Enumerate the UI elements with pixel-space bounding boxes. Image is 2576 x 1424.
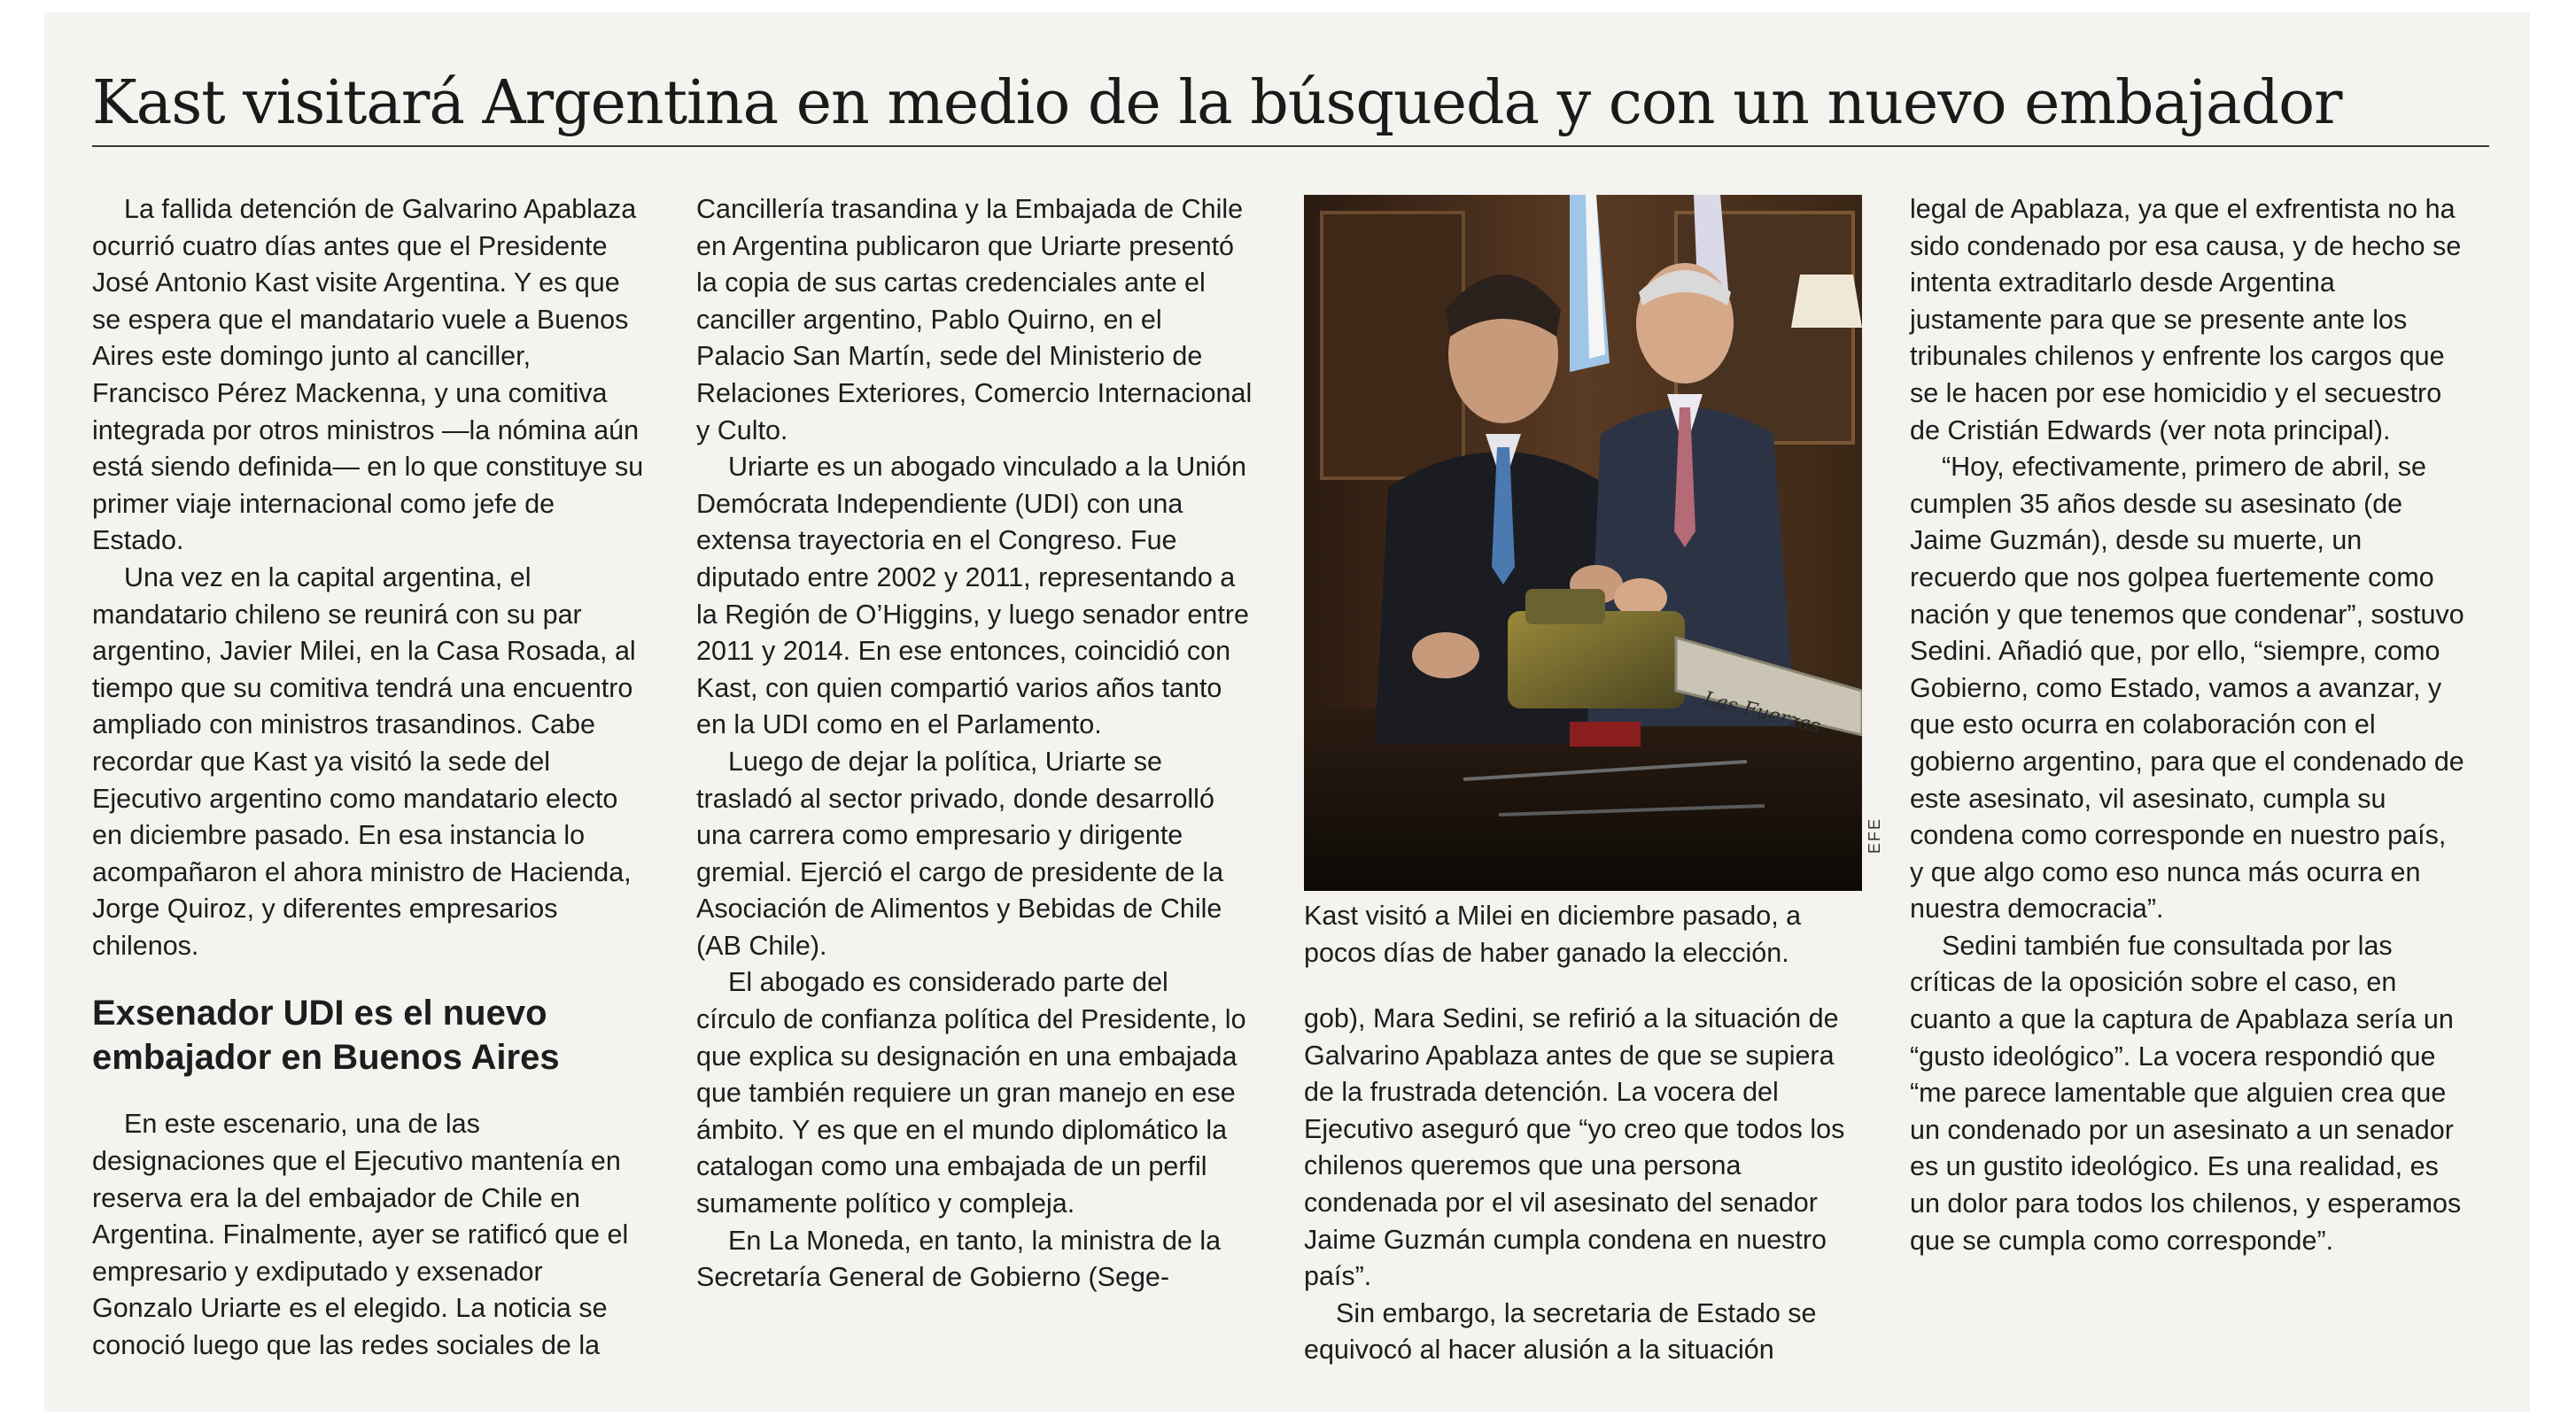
photo-caption: Kast visitó a Milei en diciembre pasado, a pocos días de haber ganado la elección.	[1304, 901, 1802, 968]
news-photo	[1304, 195, 1862, 891]
paragraph: Luego de dejar la política, Uriarte se trasladó al sector privado, donde desarrolló una carrera como empresario y dirigente gremial. Ejerció el cargo de presidente de la Asociación de Alimentos y Bebidas de Chile (AB Chile).	[696, 746, 1224, 961]
paragraph: “Hoy, efectivamente, primero de abril, se cumplen 35 años desde su asesinato (de Jaime Guzmán), desde su muerte, un recuerdo que nos golpea fuertemente como nación y que tenemos que condenar”, sostuvo Sedini. Añadió que, por ello, “siempre, como Gobierno, como Estado, vamos a avanzar, y que esto ocurra en colaboración con el gobierno argentino, para que el condenado de este asesinato, vil asesinato, cumpla su condena como corresponde en nuestro país, y que algo como eso nunca más ocurra en nuestra democracia”.	[1910, 452, 2464, 925]
paragraph: gob), Mara Sedini, se refirió a la situación de Galvarino Apablaza antes de que se supiera de la frustrada detención. La vocera del Ejecutivo aseguró que “yo creo que todos los chilenos queremos que una persona condenada por el vil asesinato del senador Jaime Guzmán cumpla condena en nuestro país”.	[1304, 1003, 1845, 1292]
photo-credit: EFE	[1866, 816, 1883, 854]
paragraph: En La Moneda, en tanto, la ministra de la Secretaría General de Gobierno (Sege-	[696, 1225, 1222, 1293]
paragraph: Sedini también fue consultada por las críticas de la oposición sobre el caso, en cuanto a que la captura de Apablaza sería un “gusto ideológico”. La vocera respondió que “me parece lamentable que alguien crea que un condenado por un asesinato a un senador es un gustito ideológico. Es una realidad, es un dolor para todos los chilenos, y esperamos que se cumpla como corresponde”.	[1910, 930, 2462, 1256]
paragraph: legal de Apablaza, ya que el exfrentista no ha sido condenado por esa causa, y de hecho se intenta extraditarlo desde Argentina justamente para que se presente ante los tribunales chilenos y enfrente los cargos que se le hacen por ese homicidio y el secuestro de Cristián Edwards (ver nota principal).	[1910, 194, 2462, 445]
article-column-4	[1910, 191, 2466, 1259]
article-column-3	[1304, 1001, 1860, 1369]
headline-rule	[92, 145, 2489, 147]
article-column-1	[92, 191, 648, 1365]
headline: Kast visitará Argentina en medio de la búsqueda y con un nuevo embajador	[92, 68, 2342, 138]
paragraph: El abogado es considerado parte del círculo de confianza política del Presidente, lo que explica su designación en una embajada que también requiere un gran manejo en ese ámbito. Y es que en el mundo diplomático la catalogan como una embajada de un perfil sumamente político y compleja.	[696, 967, 1246, 1219]
paragraph: Una vez en la capital argentina, el mandatario chileno se reunirá con su par argentino, Javier Milei, en la Casa Rosada, al tiempo que su comitiva tendrá una encuentro ampliado con ministros trasandinos. Cabe recordar que Kast ya visitó la sede del Ejecutivo argentino como mandatario electo en diciembre pasado. En esa instancia lo acompañaron el ahora ministro de Hacienda, Jorge Quiroz, y diferentes empresarios chilenos.	[92, 561, 636, 961]
paragraph: Cancillería trasandina y la Embajada de Chile en Argentina publicaron que Uriarte presentó la copia de sus cartas credenciales ante el canciller argentino, Pablo Quirno, en el Palacio San Martín, sede del Ministerio de Relaciones Exteriores, Comercio Internacional y Culto.	[696, 194, 1253, 445]
article-column-2	[696, 191, 1253, 1296]
paragraph: En este escenario, una de las designaciones que el Ejecutivo mantenía en reserva era la del embajador de Chile en Argentina. Finalmente, ayer se ratificó que el empresario y exdiputado y exsenador Gonzalo Uriarte es el elegido. La noticia se conoció luego que las redes sociales de la	[92, 1109, 629, 1361]
newspaper-page	[44, 12, 2530, 1412]
saw-engraving: Las Fuerzas	[1701, 687, 1823, 739]
paragraph: La fallida detención de Galvarino Apablaza ocurrió cuatro días antes que el Presidente José Antonio Kast visite Argentina. Y es que se espera que el mandatario vuele a Buenos Aires este domingo junto al canciller, Francisco Pérez Mackenna, y una comitiva integrada por otros ministros —la nómina aún está siendo definida— en lo que constituye su primer viaje internacional como jefe de Estado.	[92, 194, 644, 556]
paragraph: Uriarte es un abogado vinculado a la Unión Demócrata Independiente (UDI) con una extensa trayectoria en el Congreso. Fue diputado entre 2002 y 2011, representando a la Región de O’Higgins, y luego senador entre 2011 y 2014. En ese entonces, coincidió con Kast, con quien compartió varios años tanto en la UDI como en el Parlamento.	[696, 452, 1249, 740]
paragraph: Sin embargo, la secretaria de Estado se equivocó al hacer alusión a la situación	[1304, 1297, 1817, 1366]
subheading: Exsenador UDI es el nuevo embajador en Buenos Aires	[92, 994, 560, 1078]
